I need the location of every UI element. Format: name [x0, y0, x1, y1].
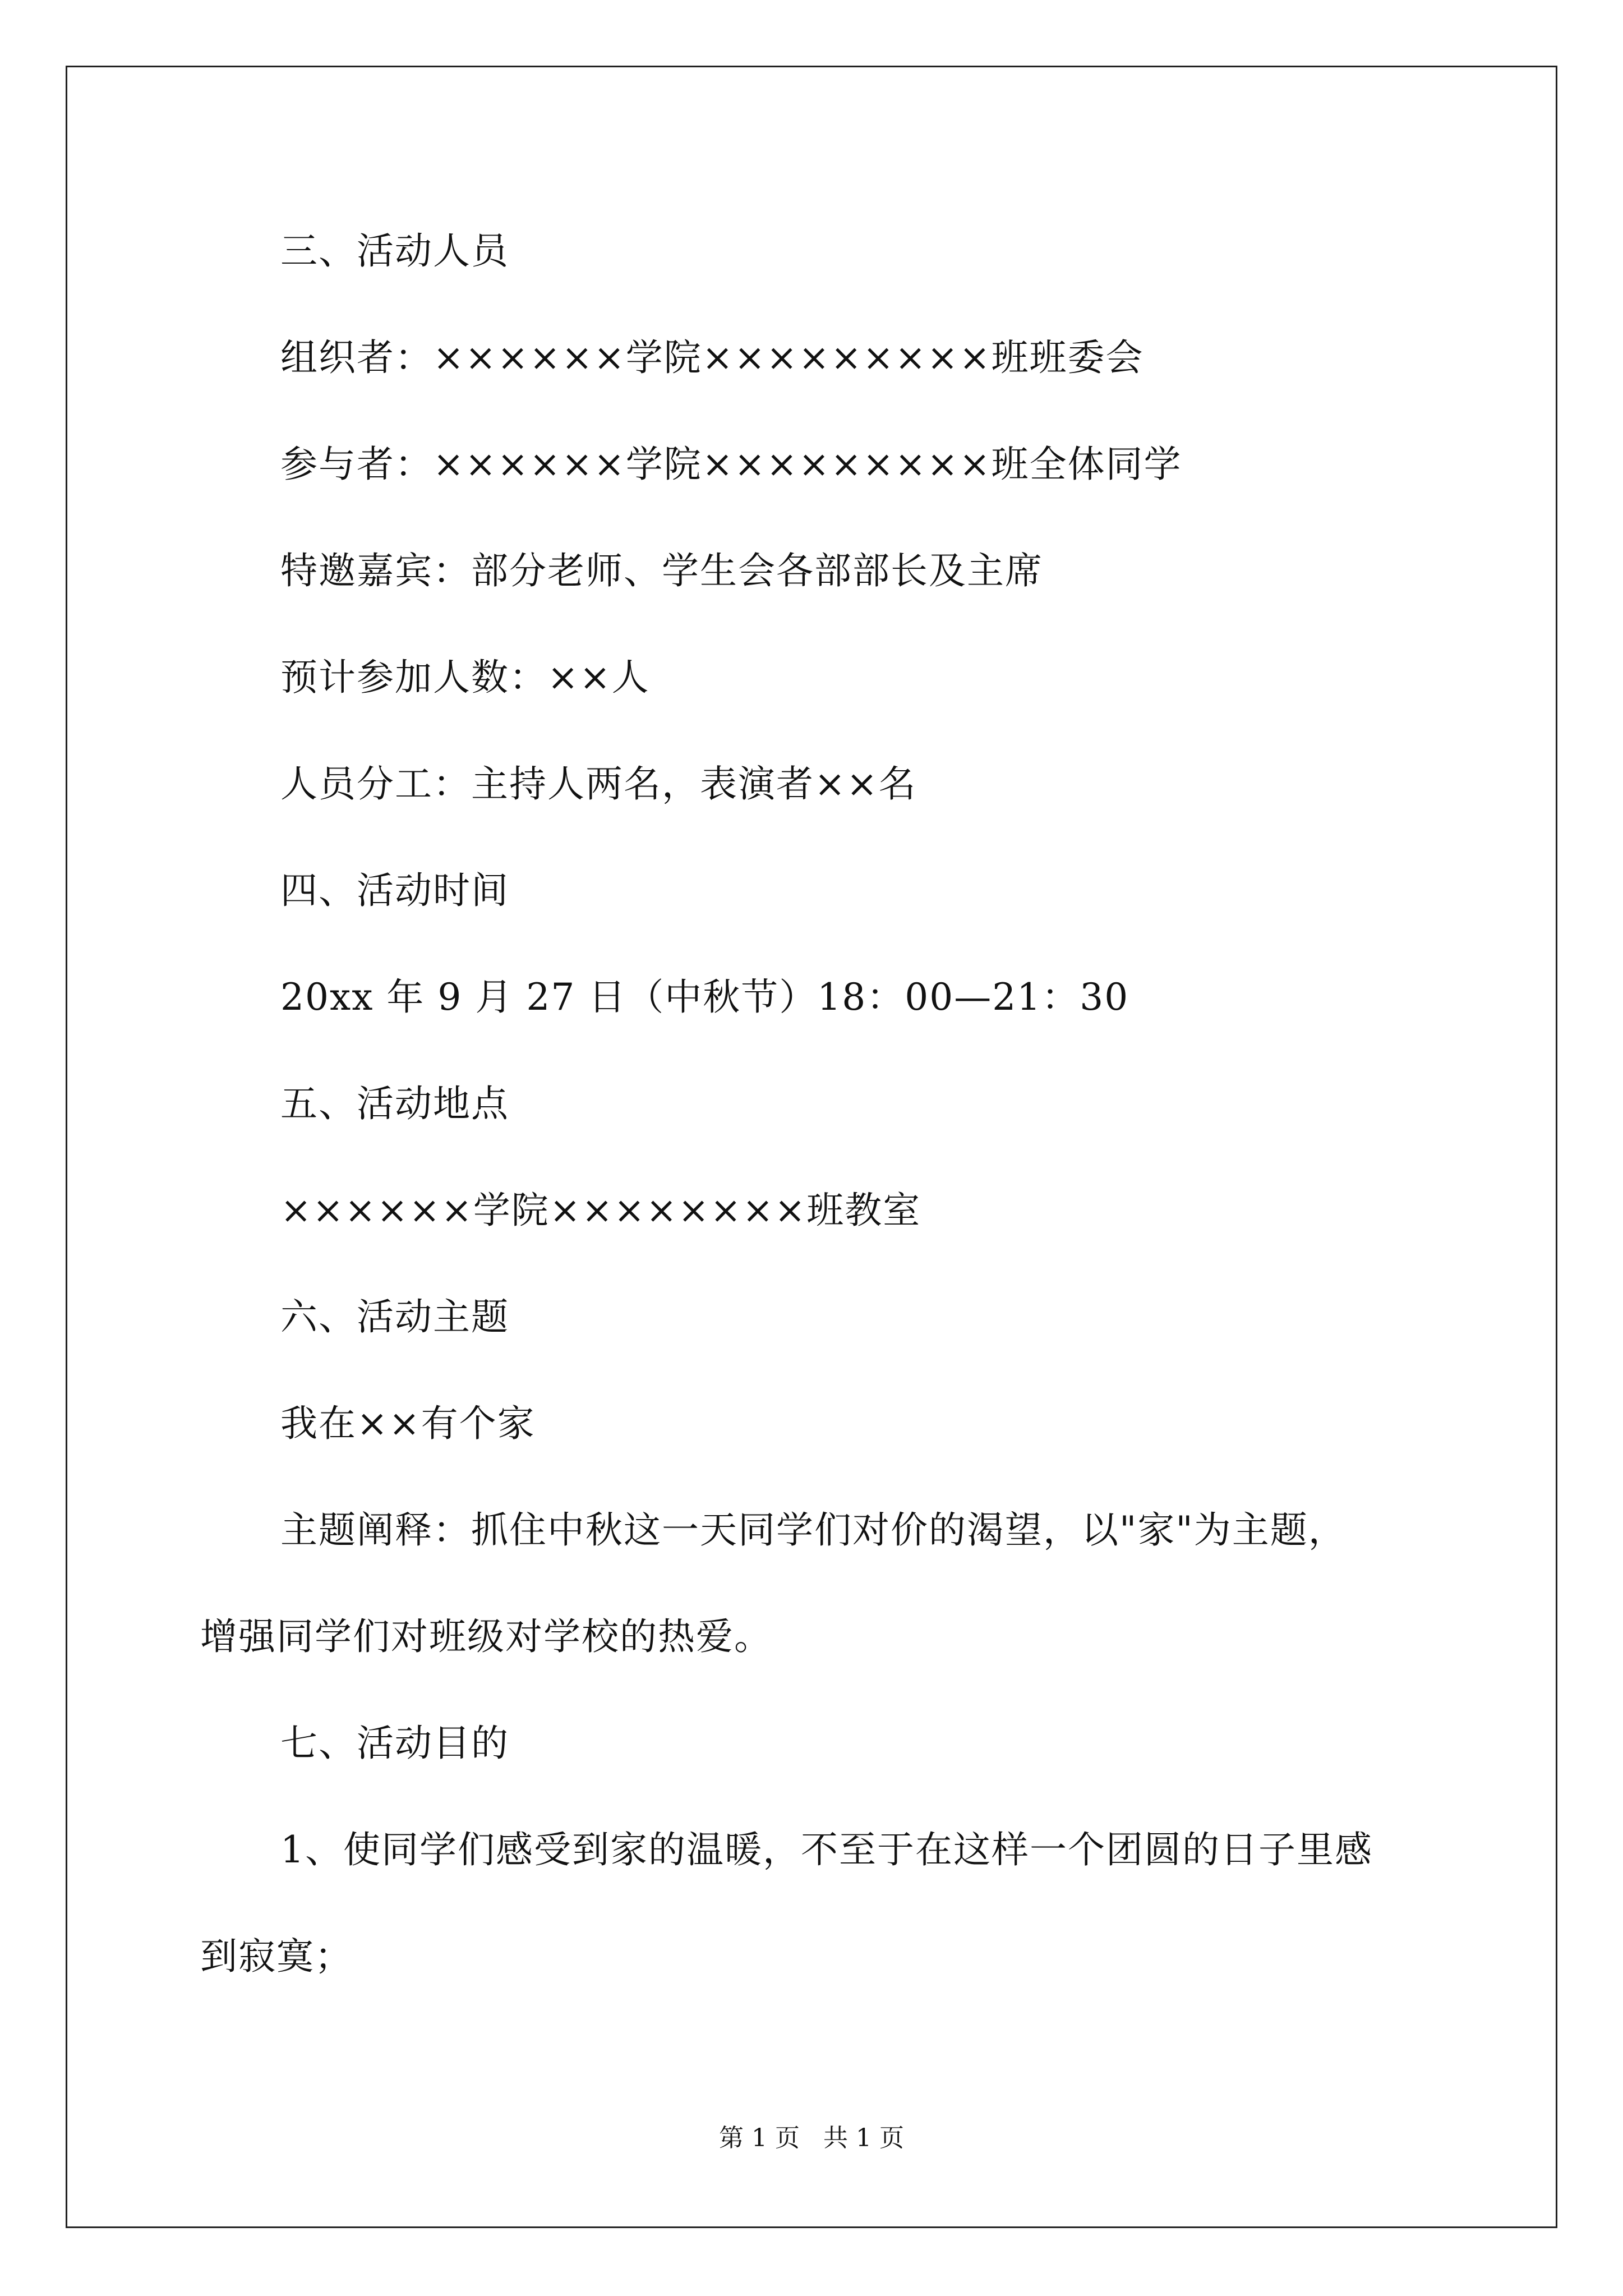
section-heading-location: 五、活动地点 [280, 1082, 509, 1125]
section-heading-theme: 六、活动主题 [280, 1295, 509, 1338]
location-line: ××××××学院××××××××班教室 [280, 1189, 921, 1232]
theme-explanation-continued: 增强同学们对班级对学校的热爱。 [200, 1615, 772, 1658]
time-line: 20xx 年 9 月 27 日（中秋节）18：00—21：30 [280, 976, 1129, 1019]
section-heading-personnel: 三、活动人员 [280, 229, 509, 273]
section-heading-purpose: 七、活动目的 [280, 1722, 509, 1765]
roles-line: 人员分工：主持人两名，表演者××名 [280, 762, 917, 806]
guests-line: 特邀嘉宾：部分老师、学生会各部部长及主席 [280, 549, 1043, 592]
page-frame [66, 66, 1557, 2228]
theme-explanation-line: 主题阐释：抓住中秋这一天同学们对价的渴望，以"家"为主题， [280, 1508, 1347, 1552]
page-number: 第 1 页 共 1 页 [719, 2124, 904, 2152]
purpose-item-1-continued: 到寂寞； [200, 1935, 353, 1978]
participants-line: 参与者：××××××学院×××××××××班全体同学 [280, 443, 1182, 486]
purpose-item-1: 1、使同学们感受到家的温暖，不至于在这样一个团圆的日子里感 [280, 1828, 1373, 1871]
attendance-line: 预计参加人数：××人 [280, 656, 650, 699]
section-heading-time: 四、活动时间 [280, 869, 509, 912]
organizer-line: 组织者：××××××学院×××××××××班班委会 [280, 336, 1144, 379]
theme-line: 我在××有个家 [280, 1402, 536, 1445]
